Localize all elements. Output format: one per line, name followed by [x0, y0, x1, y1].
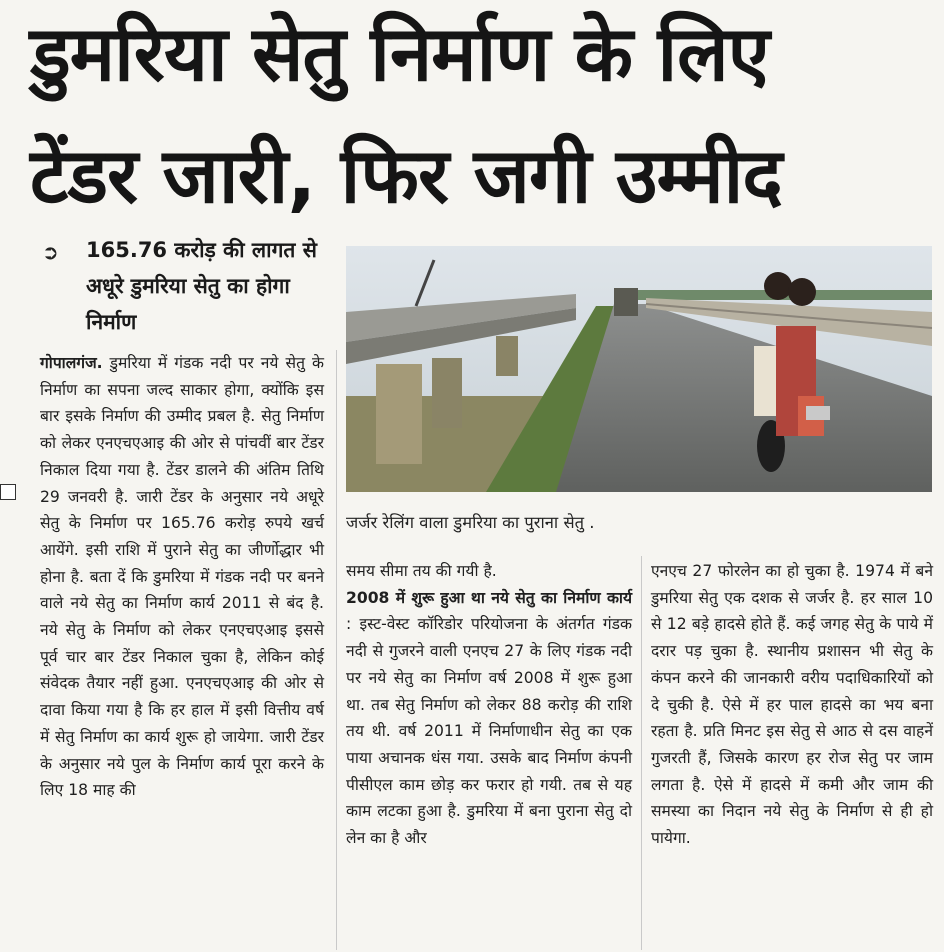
article-column-3	[651, 558, 933, 852]
column-2-body: : इस्ट-वेस्ट कॉरिडोर परियोजना के अंतर्गत गंडक नदी से गुजरने वाली एनएच 27 के लिए गंडक नदी पर नये सेतु का निर्माण वर्ष 2008 में शुरू हुआ था. तब सेतु निर्माण को लेकर 88 करोड़ की राशि तय थी. वर्ष 2011 में निर्माणाधीन सेतु का एक पाया अचानक धंस गया. उसके बाद निर्माण कंपनी पीसीएल काम छोड़ कर फरार हो गयी. तब से यह काम लटका हुआ है. डुमरिया में बना पुराना सेतु दो लेन का है और	[346, 615, 632, 848]
bridge-photo	[346, 246, 932, 492]
section-subhead: 2008 में शुरू हुआ था नये सेतु का निर्माण कार्य	[346, 588, 632, 607]
dateline: गोपालगंज.	[40, 354, 103, 372]
column-1-body: डुमरिया में गंडक नदी पर नये सेतु के निर्माण का सपना जल्द साकार होगा, क्योंकि इस बार इसके निर्माण की उम्मीद प्रबल है. सेतु निर्माण को लेकर एनएचएआइ की ओर से पांचवीं बार टेंडर निकाल दिया गया है. टेंडर डालने की अंतिम तिथि 29 जनवरी है. जारी टेंडर के अनुसार नये अधूरे सेतु के निर्माण पर 165.76 करोड़ रुपये खर्च आयेंगे. इसी राशि में पुराने सेतु का जीर्णोद्धार भी होना है. बता दें कि डुमरिया में गंडक नदी पर बनने वाले नये सेतु का निर्माण कार्य 2011 से बंद है. नये सेतु के निर्माण को लेकर एनएचएआइ इससे पूर्व चार बार टेंडर निकाल चुका है, लेकिन कोई संवेदक तैयार नहीं हुआ. एनएचएआइ की ओर से दावा किया गया है कि हर हाल में इसी वित्तीय वर्ष में सेतु निर्माण का कार्य शुरू हो जायेगा. जारी टेंडर के अनुसार नये पुल के निर्माण कार्य पूरा करने के लिए 18 माह की	[40, 354, 324, 800]
arrow-right-icon: ➲	[42, 240, 59, 264]
kicker-subheadline: 165.76 करोड़ की लागत से अधूरे डुमरिया सेतु का होगा निर्माण	[86, 238, 317, 334]
article-column-1	[40, 350, 324, 804]
column-2-lead: समय सीमा तय की गयी है.	[346, 562, 497, 580]
column-divider	[336, 350, 337, 950]
checkbox-marker[interactable]	[0, 484, 16, 500]
column-3-body: एनएच 27 फोरलेन का हो चुका है. 1974 में बने डुमरिया सेतु एक दशक से जर्जर है. हर साल 10 से 12 बड़े हादसे होते हैं. कई जगह सेतु के पाये में दरार पड़ चुका है. स्थानीय प्रशासन भी सेतु के कंपन करने की जानकारी वरीय पदाधिकारियों को दे चुकी है. ऐसे में हर पाल हादसे का भय बना रहता है. प्रति मिनट इस सेतु से आठ से दस वाहनें गुजरती हैं, जिसके कारण हर रोज सेतु पर जाम लगता है. ऐसे में हादसे में कमी और जाम की समस्या का निदान नये सेतु के निर्माण से ही हो पायेगा.	[651, 562, 933, 848]
article-column-2	[346, 558, 632, 852]
column-divider	[641, 556, 642, 950]
headline-line-1: डुमरिया सेतु निर्माण के लिए	[30, 9, 769, 98]
photo-caption: जर्जर रेलिंग वाला डुमरिया का पुराना सेतु .	[346, 513, 595, 532]
headline-line-2: टेंडर जारी, फिर जगी उम्मीद	[30, 131, 782, 220]
bridge-photo-illustration	[346, 246, 932, 492]
